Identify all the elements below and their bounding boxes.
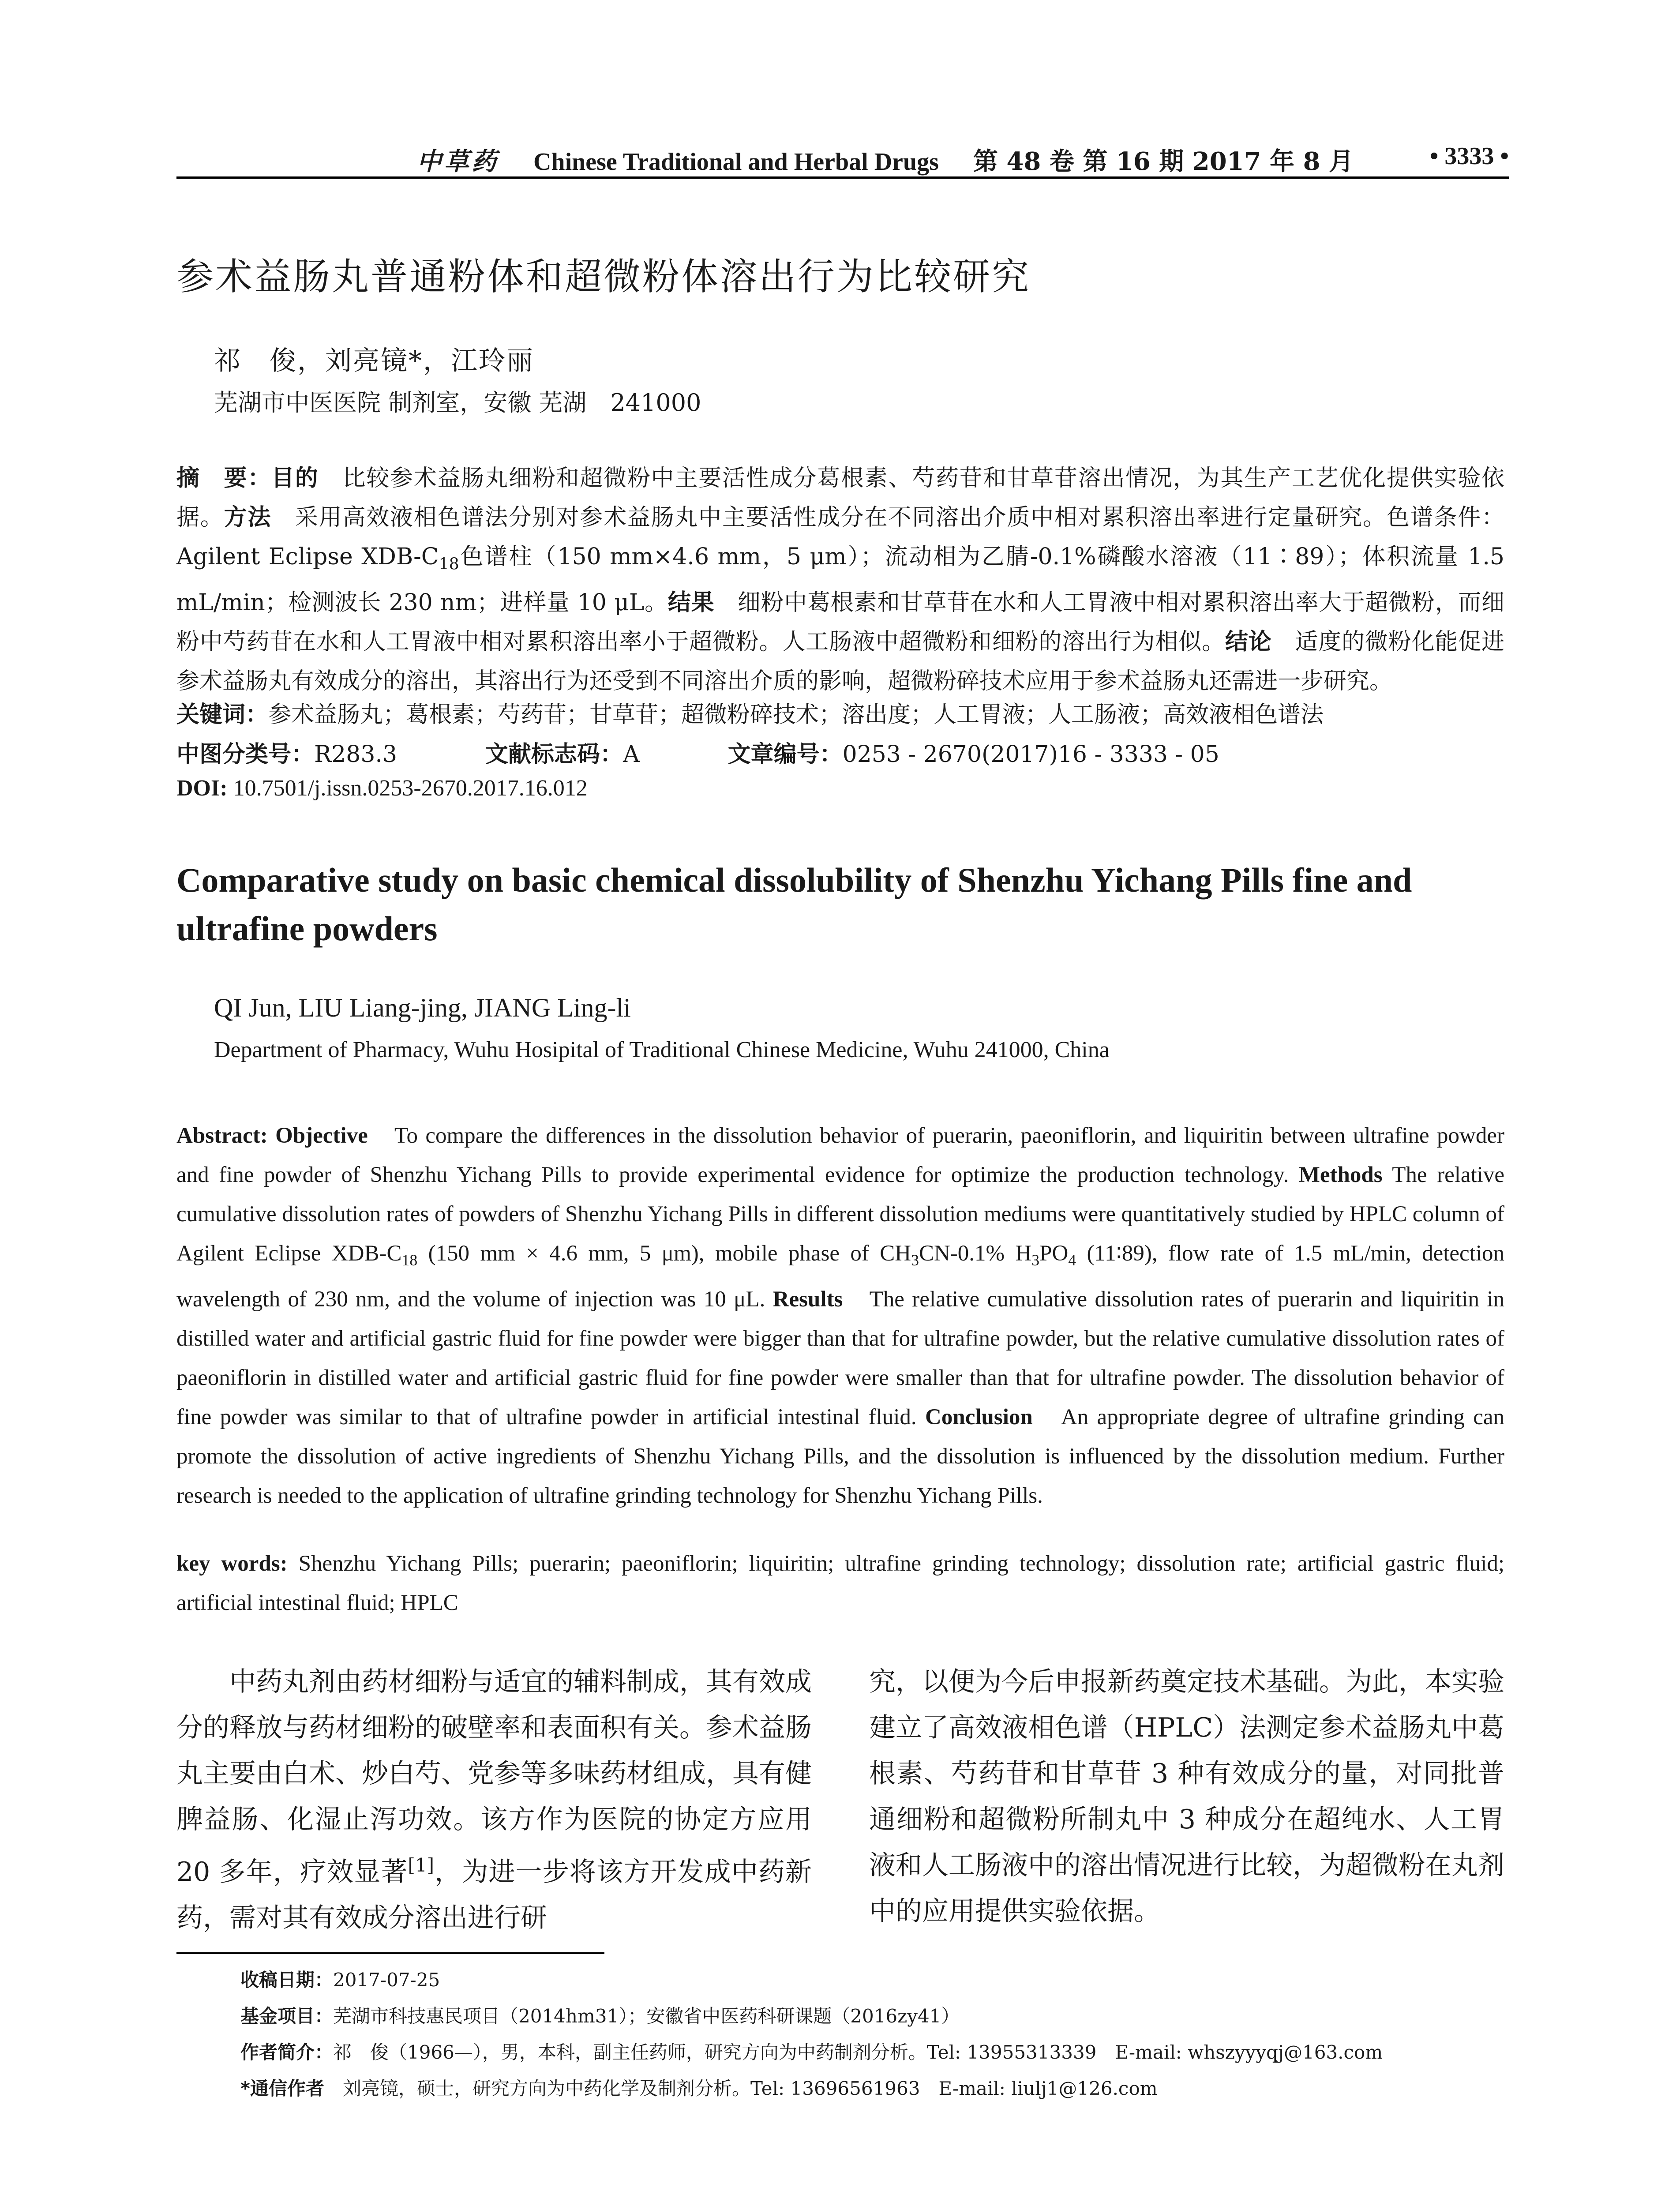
corresponding-text: 刘亮镜，硕士，研究方向为中药化学及制剂分析。Tel: 13696561963 E-mail: liulj1@126.com (324, 2078, 1158, 2099)
methods-en-sub1: 18 (401, 1251, 418, 1269)
abstract-cn-label: 摘 要： (176, 465, 272, 491)
methods-en-a: The relative cumulative dissolution rates of powders of Shenzhu Yichang Pills in different dissolution mediums were quantitatively studied by HPLC column of Agilent Eclipse XDB-C (176, 1163, 1504, 1266)
objective-en: To compare the differences in the dissolution behavior of puerarin, paeoniflorin, and liquiritin between ultrafine powder and fine powder of Shenzhu Yichang Pills to provide experimental evidence for optimize the production technology. (176, 1123, 1504, 1187)
methods-en-e: (11∶89), flow rate of 1.5 mL/min, detection wavelength of 230 nm, and the volume of injection was 10 μL. (176, 1241, 1504, 1312)
fund-label: 基金项目： (240, 2005, 334, 2027)
bio-text: 祁 俊（1966—），男，本科，副主任药师，研究方向为中药制剂分析。Tel: 13955313339 E-mail: whszyyyqj@163.com (333, 2041, 1383, 2063)
received-label: 收稿日期： (240, 1969, 334, 1991)
keywords-en-text: Shenzhu Yichang Pills; puerarin; paeoniflorin; liquiritin; ultrafine grinding technology; dissolution rate; artificial gastric fluid; artificial intestinal fluid; HPLC (176, 1551, 1504, 1615)
doi-line (176, 775, 588, 801)
objective-cn: 比较参术益肠丸细粉和超微粉中主要活性成分葛根素、芍药苷和甘草苷溶出情况，为其生产工艺优化提供实验依据。 (176, 465, 1504, 531)
abstract-en (176, 1116, 1504, 1516)
title-en: Comparative study on basic chemical dissolubility of Shenzhu Yichang Pills fine and ultrafine powders (176, 861, 1412, 948)
methods-cn-sub: 18 (439, 554, 459, 574)
corresponding-label: *通信作者 (240, 2078, 324, 2099)
title-cn: 参术益肠丸普通粉体和超微粉体溶出行为比较研究 (176, 255, 1031, 298)
abstract-cn (176, 459, 1504, 701)
methods-en-b: (150 mm × 4.6 mm, 5 μm), mobile phase of CH (417, 1241, 911, 1266)
conclusion-en: An appropriate degree of ultrafine grinding can promote the dissolution of active ingredients of Shenzhu Yichang Pills, and the dissolution is influenced by the dissolution medium. Further research is needed to the application of ultrafine grinding technology for Shenzhu Yichang Pills. (176, 1405, 1504, 1508)
methods-en-sub4: 4 (1068, 1251, 1076, 1269)
header-rule (176, 176, 1509, 179)
doi-value: 10.7501/j.issn.0253-2670.2017.16.012 (227, 776, 588, 801)
abstract-en-label: Abstract: (176, 1123, 268, 1148)
footnote-rule (176, 1952, 604, 1954)
article-no-label: 文章编号： (728, 741, 843, 768)
keywords-en-label: key words: (176, 1551, 288, 1576)
classification-line (176, 735, 1219, 769)
methods-en-sub3: 3 (1031, 1251, 1040, 1269)
objective-label-cn: 目的 (271, 465, 319, 491)
received-date: 2017-07-25 (333, 1969, 440, 1991)
body-left-text-b: ，为进一步将该方开发成中药新药，需对其有效成分溶出进行研 (176, 1857, 812, 1933)
citation-ref: [1] (408, 1854, 435, 1876)
authors-en: QI Jun, LIU Liang-jing, JIANG Ling-li (214, 993, 631, 1022)
objective-label-en: Objective (275, 1123, 368, 1148)
page-number: • 3333 • (1429, 143, 1509, 170)
keywords-cn (176, 696, 1324, 729)
doc-code-value: A (623, 741, 640, 768)
clc-label: 中图分类号： (176, 741, 315, 768)
journal-issue: 第 48 卷 第 16 期 2017 年 8 月 (973, 147, 1354, 176)
body-left-text-a: 中药丸剂由药材细粉与适宜的辅料制成，其有效成分的释放与药材细粉的破壁率和表面积有关。参术益肠丸主要由白术、炒白芍、党参等多味药材组成，具有健脾益肠、化湿止泻功效。该方作为医院的协定方应用 20 多年，疗效显著 (176, 1666, 812, 1887)
affiliation-en: Department of Pharmacy, Wuhu Hosipital of Traditional Chinese Medicine, Wuhu 241000, China (214, 1037, 1110, 1062)
affiliation-cn: 芜湖市中医医院 制剂室，安徽 芜湖 241000 (214, 389, 701, 416)
methods-label-cn: 方法 (224, 504, 272, 531)
footnote-corresponding (240, 2074, 1158, 2101)
body-column-right: 究，以便为今后申报新药奠定技术基础。为此，本实验建立了高效液相色谱（HPLC）法测定参术益肠丸中葛根素、芍药苷和甘草苷 3 种有效成分的量，对同批普通细粉和超微粉所制丸中 3 种成分在超纯水、人工胃液和人工肠液中的溶出情况进行比较，为超微粉在丸剂中的应用提供实验依据。 (869, 1666, 1504, 1927)
keywords-cn-label: 关键词： (176, 702, 269, 728)
doi-label: DOI: (176, 776, 228, 801)
methods-cn-b: 色谱柱（150 mm×4.6 mm，5 μm）；流动相为乙腈-0.1%磷酸水溶液（11∶89）；体积流量 1.5 mL/min；检测波长 230 nm；进样量 10 μL。 (176, 544, 1505, 616)
keywords-en (176, 1544, 1504, 1623)
footnote-bio (240, 2038, 1383, 2064)
methods-cn-a: 采用高效液相色谱法分别对参术益肠丸中主要活性成分在不同溶出介质中相对累积溶出率进行定量研究。色谱条件：Agilent Eclipse XDB-C (176, 504, 1504, 570)
bio-label: 作者简介： (240, 2041, 334, 2063)
footnote-fund (240, 2002, 960, 2028)
results-label-cn: 结果 (668, 589, 715, 616)
methods-en-c: CN-0.1% H (919, 1241, 1032, 1266)
clc-value: R283.3 (314, 741, 398, 768)
conclusion-label-en: Conclusion (925, 1405, 1033, 1430)
body-column-left (176, 1659, 812, 1941)
conclusion-label-cn: 结论 (1225, 629, 1272, 656)
methods-label-en: Methods (1298, 1163, 1383, 1187)
article-no-value: 0253 - 2670(2017)16 - 3333 - 05 (842, 741, 1219, 768)
fund-text: 芜湖市科技惠民项目（2014hm31）；安徽省中医药科研课题（2016zy41） (333, 2005, 960, 2027)
conclusion-cn: 适度的微粉化能促进参术益肠丸有效成分的溶出，其溶出行为还受到不同溶出介质的影响，超微粉碎技术应用于参术益肠丸还需进一步研究。 (176, 629, 1504, 695)
methods-en-d: PO (1039, 1241, 1069, 1266)
running-header (176, 137, 1509, 176)
authors-cn: 祁 俊，刘亮镜*，江玲丽 (214, 345, 534, 376)
results-cn: 细粉中葛根素和甘草苷在水和人工胃液中相对累积溶出率大于超微粉，而细粉中芍药苷在水和人工胃液中相对累积溶出率小于超微粉。人工肠液中超微粉和细粉的溶出行为相似。 (176, 589, 1504, 656)
journal-name-en: Chinese Traditional and Herbal Drugs (533, 148, 939, 176)
journal-name-cn: 中草药 (417, 147, 499, 176)
header-journal (417, 142, 1354, 177)
doc-code-label: 文献标志码： (485, 741, 623, 768)
keywords-cn-text: 参术益肠丸；葛根素；芍药苷；甘草苷；超微粉碎技术；溶出度；人工胃液；人工肠液；高效液相色谱法 (268, 702, 1324, 728)
results-en: The relative cumulative dissolution rates of puerarin and liquiritin in distilled water and artificial gastric fluid for fine powder were bigger than that for ultrafine powder, but the relative cumulative dissolution rates of paeoniflorin in distilled water and artificial gastric fluid for fine powder were smaller than that for ultrafine powder. The dissolution behavior of fine powder was similar to that of ultrafine powder in artificial intestinal fluid. (176, 1287, 1504, 1430)
methods-en-sub2: 3 (911, 1251, 919, 1269)
footnote-received (240, 1966, 440, 1992)
results-label-en: Results (772, 1287, 843, 1312)
